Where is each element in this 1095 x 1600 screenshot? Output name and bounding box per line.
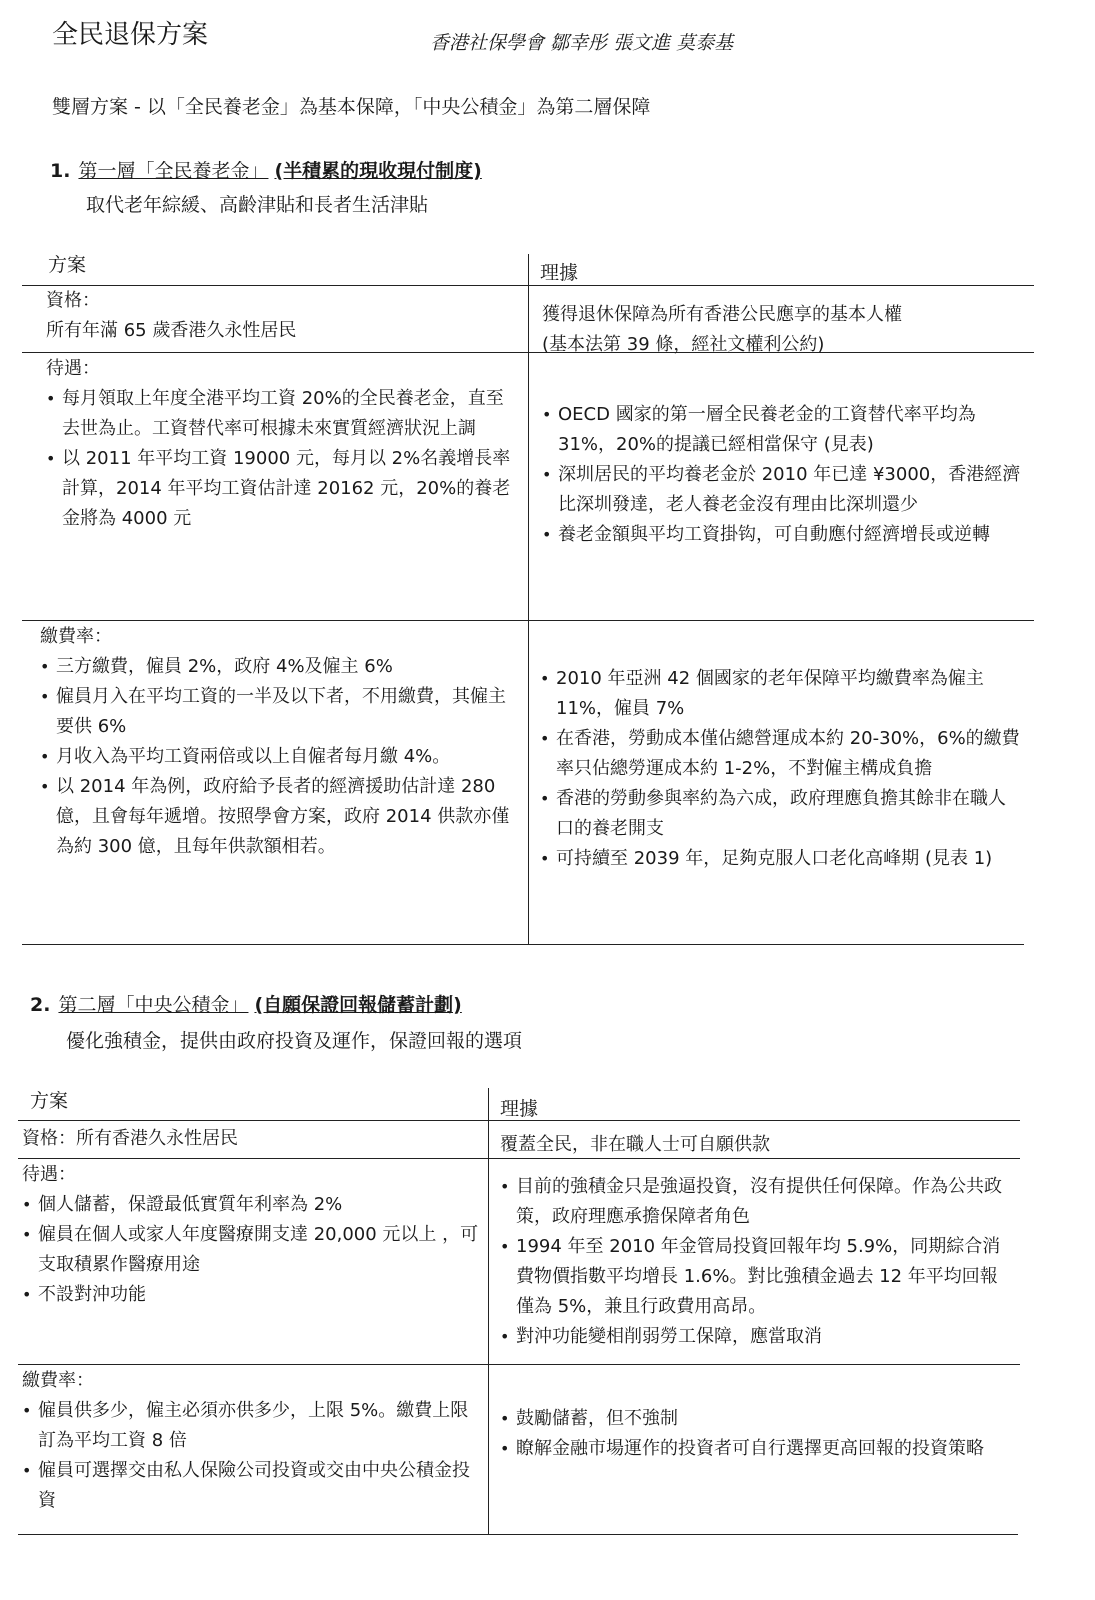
list-item: • 僱員月入在平均工資的一半及以下者，不用繳費，其僱主要供 6% — [40, 682, 516, 742]
benefits-reason-cell — [542, 400, 1022, 550]
table-rule — [18, 1534, 1018, 1535]
list-item: • 僱員可選擇交由私人保險公司投資或交由中央公積金投資 — [22, 1456, 482, 1516]
table-column-divider — [528, 254, 529, 944]
list-item: • OECD 國家的第一層全民養老金的工資替代率平均為 31%，20%的提議已經相當保守 (見表) — [542, 400, 1022, 460]
benefits-plan-cell — [46, 354, 516, 534]
contribution-plan-cell — [22, 1366, 482, 1516]
list-item: • 深圳居民的平均養老金於 2010 年已達 ¥3000，香港經濟比深圳發達，老人養老金沒有理由比深圳還少 — [542, 460, 1022, 520]
list-item: • 瞭解金融市場運作的投資者可自行選擇更高回報的投資策略 — [500, 1434, 1010, 1464]
column-header-reason: 理據 — [500, 1098, 539, 1120]
table-rule — [18, 1364, 1020, 1365]
list-item: • 不設對沖功能 — [22, 1280, 482, 1310]
list-item: • 對沖功能變相削弱勞工保障，應當取消 — [500, 1322, 1010, 1352]
eligibility-plan-cell — [46, 286, 516, 346]
section-number: 2. — [30, 994, 51, 1016]
list-item: • 以 2014 年為例，政府給予長者的經濟援助估計達 280 億，且會每年遞增。按照學會方案，政府 2014 供款亦僅為約 300 億，且每年供款額相若。 — [40, 772, 516, 862]
list-item: • 在香港，勞動成本僅佔總營運成本約 20-30%，6%的繳費率只佔總勞運成本約 1-2%，不對僱主構成負擔 — [540, 724, 1022, 784]
intro-text: 雙層方案 - 以「全民養老金」為基本保障，「中央公積金」為第二層保障 — [52, 96, 651, 118]
contribution-label: 繳費率： — [40, 626, 112, 647]
list-item: • 個人儲蓄，保證最低實質年利率為 2% — [22, 1190, 482, 1220]
eligibility-label: 資格： — [22, 1128, 76, 1149]
eligibility-plan-text: 所有年滿 65 歲香港久永性居民 — [46, 320, 297, 341]
column-header-plan: 方案 — [30, 1090, 69, 1112]
benefits-label: 待遇： — [22, 1164, 76, 1185]
contribution-reason-cell — [500, 1404, 1010, 1464]
list-item: • 鼓勵儲蓄，但不強制 — [500, 1404, 1010, 1434]
section-1-heading — [50, 156, 482, 183]
list-item: • 以 2011 年平均工資 19000 元，每月以 2%名義增長率計算，2014 年平均工資估計達 20162 元，20%的養老金將為 4000 元 — [46, 444, 516, 534]
list-item: • 月收入為平均工資兩倍或以上自僱者每月繳 4%。 — [40, 742, 516, 772]
list-item: • 2010 年亞洲 42 個國家的老年保障平均繳費率為僱主 11%，僱員 7% — [540, 664, 1022, 724]
benefits-reason-cell — [500, 1172, 1010, 1352]
table-rule — [22, 944, 1024, 945]
list-item: • 1994 年至 2010 年金管局投資回報年均 5.9%，同期綜合消費物價指數平均增長 1.6%。對比強積金過去 12 年平均回報僅為 5%，兼且行政費用高昂。 — [500, 1232, 1010, 1322]
contribution-reason-cell — [540, 664, 1022, 874]
list-item: • 目前的強積金只是強逼投資，沒有提供任何保障。作為公共政策，政府理應承擔保障者角色 — [500, 1172, 1010, 1232]
eligibility-reason-cell — [542, 300, 1022, 360]
eligibility-reason-text: 獲得退休保障為所有香港公民應享的基本人權 — [542, 304, 902, 325]
column-header-reason: 理據 — [540, 262, 579, 284]
list-item: • 僱員供多少，僱主必須亦供多少，上限 5%。繳費上限訂為平均工資 8 倍 — [22, 1396, 482, 1456]
page-title: 全民退保方案 — [52, 20, 209, 50]
eligibility-reason-text: 覆蓋全民，非在職人士可自願供款 — [500, 1134, 770, 1155]
contribution-plan-cell — [40, 622, 516, 862]
section-name: 第一層「全民養老金」 — [78, 160, 269, 182]
list-item: • 香港的勞動參與率約為六成，政府理應負擔其餘非在職人口的養老開支 — [540, 784, 1022, 844]
benefits-plan-cell — [22, 1160, 482, 1310]
list-item: • 養老金額與平均工資掛钩，可自動應付經濟增長或逆轉 — [542, 520, 1022, 550]
list-item: • 三方繳費，僱員 2%，政府 4%及僱主 6% — [40, 652, 516, 682]
section-number: 1. — [50, 160, 71, 182]
list-item: • 每月領取上年度全港平均工資 20%的全民養老金，直至去世為止。工資替代率可根據未來實質經濟狀況上調 — [46, 384, 516, 444]
eligibility-plan-text: 所有香港久永性居民 — [76, 1128, 238, 1149]
section-1-subtitle: 取代老年綜緩、高齡津貼和長者生活津貼 — [86, 194, 429, 216]
eligibility-reason-cell — [500, 1130, 1010, 1160]
list-item: • 可持續至 2039 年，足夠克服人口老化高峰期 (見表 1) — [540, 844, 1022, 874]
section-qualifier: (自願保證回報儲蓄計劃) — [254, 994, 462, 1016]
section-qualifier: (半積累的現收現付制度) — [274, 160, 482, 182]
column-header-plan: 方案 — [48, 254, 87, 276]
table-column-divider — [488, 1088, 489, 1534]
section-2-subtitle: 優化強積金，提供由政府投資及運作，保證回報的選項 — [66, 1030, 523, 1052]
contribution-label: 繳費率： — [22, 1370, 94, 1391]
authors: 香港社保學會 鄒幸彤 張文進 莫泰基 — [430, 32, 734, 54]
section-name: 第二層「中央公積金」 — [58, 994, 249, 1016]
eligibility-reason-text: (基本法第 39 條，經社文權利公約) — [542, 334, 825, 355]
benefits-label: 待遇： — [46, 358, 100, 379]
list-item: • 僱員在個人或家人年度醫療開支達 20,000 元以上 ，可支取積累作醫療用途 — [22, 1220, 482, 1280]
eligibility-label: 資格： — [46, 290, 100, 311]
eligibility-plan-cell — [22, 1124, 482, 1154]
section-2-heading — [30, 990, 462, 1017]
